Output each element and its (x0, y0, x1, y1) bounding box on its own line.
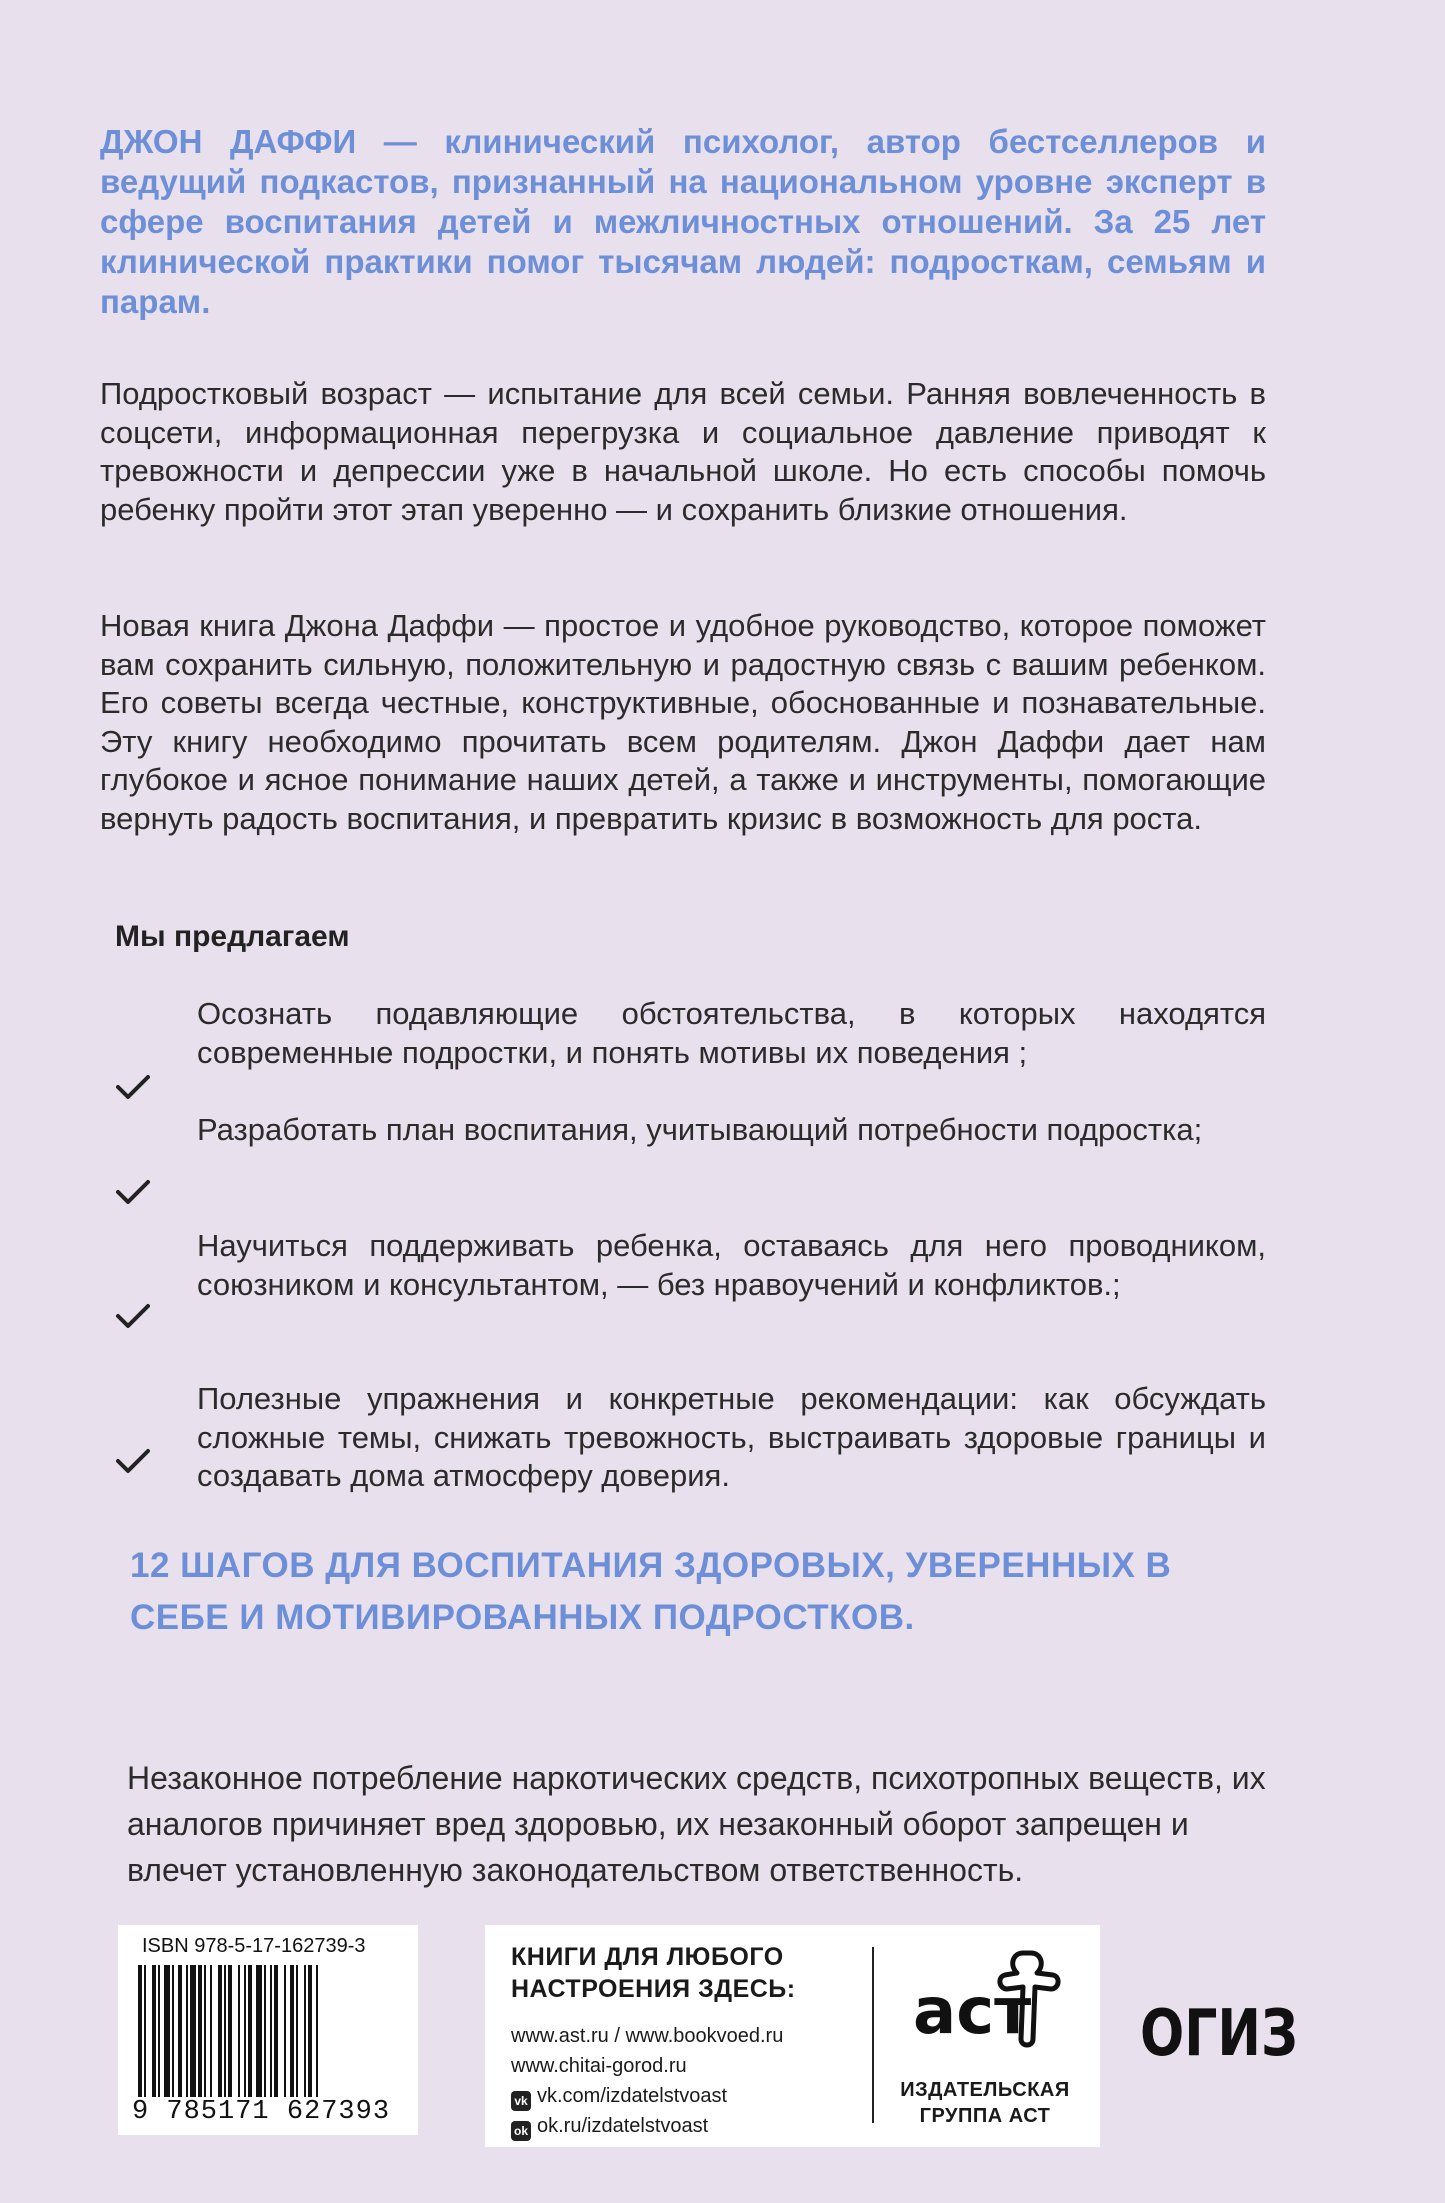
barcode-bar (256, 1965, 262, 2097)
promo-link-3-row[interactable] (511, 2085, 727, 2111)
checkmark-icon (115, 1178, 151, 1206)
barcode-bar (308, 1965, 312, 2097)
barcode-bar (198, 1965, 202, 2097)
barcode-bar (304, 1965, 306, 2097)
promo-link-4-row[interactable] (511, 2115, 708, 2141)
barcode-bar (186, 1965, 188, 2097)
barcode-bar (190, 1965, 196, 2097)
barcode-bar (218, 1965, 222, 2097)
checkmark-icon (115, 1302, 151, 1330)
promo-link-3: vk.com/izdatelstvoast (537, 2085, 728, 2107)
promo-heading: КНИГИ ДЛЯ ЛЮБОГО НАСТРОЕНИЯ ЗДЕСЬ: (511, 1943, 796, 2003)
ast-logo-icon (905, 1943, 1075, 2053)
svg-text:аст: аст (913, 1975, 1032, 2049)
barcode-bar (158, 1965, 160, 2097)
barcode-bar (164, 1965, 170, 2097)
vk-icon: vk (511, 2091, 531, 2111)
barcode-number: 9 785171 627393 (132, 2097, 391, 2127)
barcode-bar (178, 1965, 182, 2097)
ogiz-logo-icon (1140, 1995, 1300, 2071)
checkmark-icon (115, 1447, 151, 1475)
description-paragraph-1: Подростковый возраст — испытание для всей семьи. Ранняя вовлеченность в соцсети, информационная перегрузка и социальное давление приводят к тревожности и депрессии уже в начальной школе. Но есть способы помочь ребенку пройти этот этап уверенно — и сохранить близкие отношения. (100, 376, 1266, 527)
promo-panel (485, 1925, 1100, 2147)
svg-text:ОГИЗ: ОГИЗ (1140, 1997, 1298, 2071)
barcode-bar (270, 1965, 272, 2097)
barcode-bar (284, 1965, 286, 2097)
author-bio: ДЖОН ДАФФИ — клинический психолог, автор бестселлеров и ведущий подкастов, признанный на национальном уровне эксперт в сфере воспитания детей и межличностных отношений. За 25 лет клинической практики помог тысячам людей: подросткам, семьям и парам. (100, 123, 1266, 320)
isbn-label: ISBN 978-5-17-162739-3 (142, 1935, 366, 1957)
barcode-bar (144, 1965, 146, 2097)
offers-heading: Мы предлагаем (115, 920, 350, 953)
promo-link-1[interactable]: www.ast.ru / www.bookvoed.ru (511, 2025, 784, 2047)
barcode-panel (118, 1925, 418, 2135)
slogan: 12 ШАГОВ ДЛЯ ВОСПИТАНИЯ ЗДОРОВЫХ, УВЕРЕННЫХ В СЕБЕ И МОТИВИРОВАННЫХ ПОДРОСТКОВ. (130, 1546, 1172, 1637)
barcode-bar (204, 1965, 206, 2097)
promo-divider (872, 1947, 874, 2123)
legal-warning: Незаконное потребление наркотических средств, психотропных веществ, их аналогов причиняет вред здоровью, их незаконный оборот запрещен и влечет установленную законодательством ответственность. (127, 1760, 1266, 1888)
promo-link-2[interactable]: www.chitai-gorod.ru (511, 2055, 687, 2077)
checkmark-icon (115, 1073, 151, 1101)
offer-item-1: Осознать подавляющие обстоятельства, в которых находятся современные подростки, и понять мотивы их поведения ; (197, 996, 1266, 1070)
description-paragraph-2: Новая книга Джона Даффи — простое и удобное руководство, которое поможет вам сохранить сильную, положительную и радостную связь с вашим ребенком. Его советы всегда честные, конструктивные, обоснованные и познавательные. Эту книгу необходимо прочитать всем родителям. Джон Даффи дает нам глубокое и ясное понимание наших детей, а также и инструменты, помогающие вернуть радость воспитания, и превратить кризис в возможность для роста. (100, 608, 1266, 836)
barcode-bar (228, 1965, 232, 2097)
barcode-bar (274, 1965, 278, 2097)
barcode-bar (296, 1965, 298, 2097)
barcode-bar (244, 1965, 246, 2097)
offer-item-4: Полезные упражнения и конкретные рекомендации: как обсуждать сложные темы, снижать тревожность, выстраивать здоровые границы и создавать дома атмосферу доверия. (197, 1381, 1266, 1493)
barcode-bar (316, 1965, 318, 2097)
barcode-bar (210, 1965, 212, 2097)
barcode-bar (138, 1965, 142, 2097)
offer-item-2: Разработать план воспитания, учитывающий потребности подростка; (197, 1112, 1203, 1147)
barcode-icon (136, 1965, 400, 2097)
barcode-bar (152, 1965, 156, 2097)
promo-link-4: ok.ru/izdatelstvoast (537, 2115, 709, 2137)
ast-caption: ИЗДАТЕЛЬСКАЯ ГРУППА АСТ (900, 2079, 1070, 2127)
barcode-bar (224, 1965, 226, 2097)
barcode-bar (290, 1965, 294, 2097)
barcode-bar (248, 1965, 252, 2097)
offer-item-3: Научиться поддерживать ребенка, оставаясь для него проводником, союзником и консультантом, — без нравоучений и конфликтов.; (197, 1228, 1266, 1302)
ok-icon: ok (511, 2121, 531, 2141)
barcode-bar (238, 1965, 240, 2097)
barcode-bar (172, 1965, 174, 2097)
barcode-bar (264, 1965, 266, 2097)
